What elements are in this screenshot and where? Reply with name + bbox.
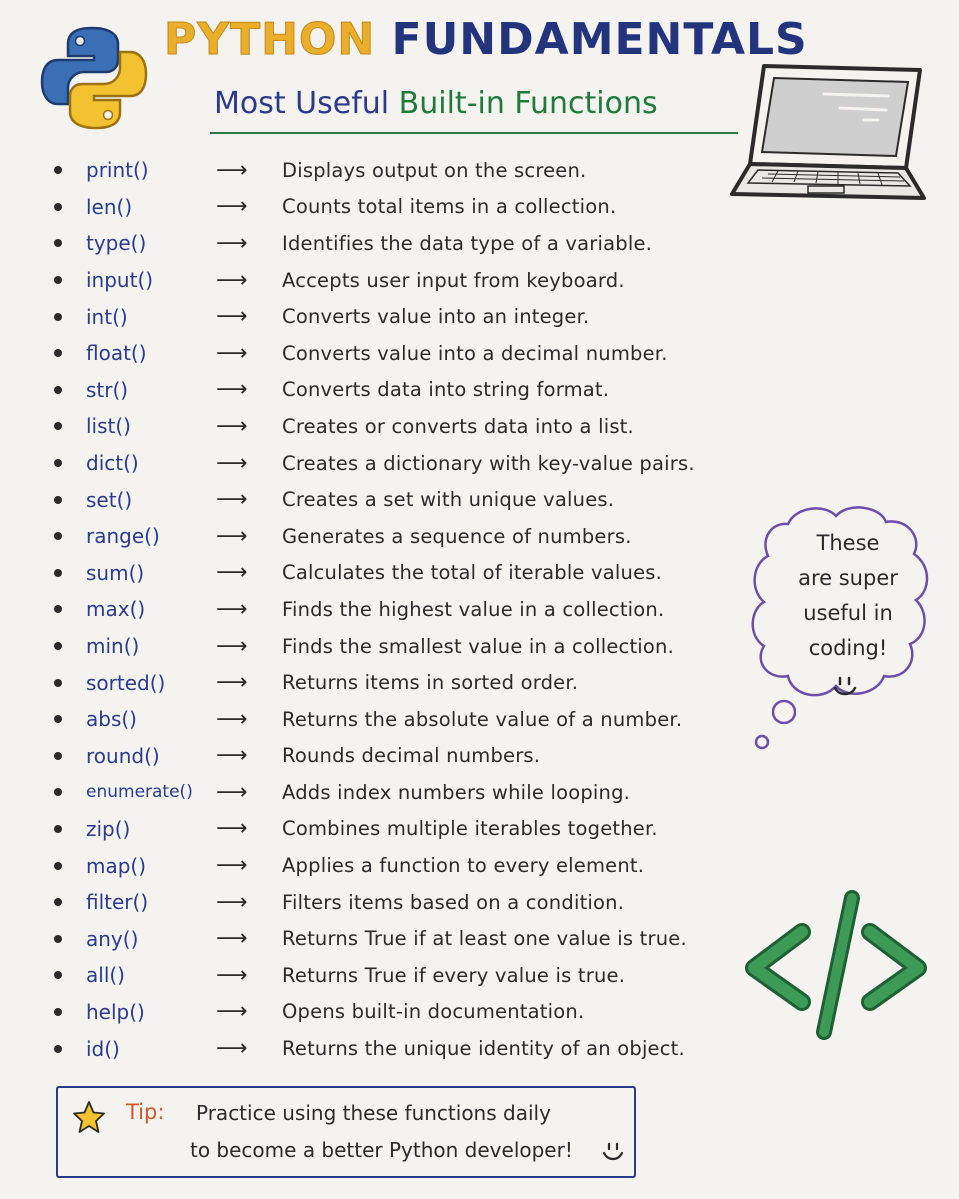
bullet-icon xyxy=(54,642,62,650)
bubble-line: are super xyxy=(798,566,898,590)
subtitle-underline xyxy=(210,132,738,134)
function-description: Creates a set with unique values. xyxy=(282,488,615,512)
function-name: list() xyxy=(86,414,131,439)
function-description: Converts data into string format. xyxy=(282,378,610,402)
function-row xyxy=(52,335,752,372)
arrow-icon: ⟶ xyxy=(216,596,248,622)
arrow-icon: ⟶ xyxy=(216,889,248,915)
function-row xyxy=(52,152,752,189)
arrow-icon: ⟶ xyxy=(216,194,248,220)
bullet-icon xyxy=(54,605,62,613)
function-row xyxy=(52,738,752,775)
function-name: map() xyxy=(86,853,147,878)
title-part-python: PYTHON xyxy=(164,14,376,65)
title-part-fundamentals: FUNDAMENTALS xyxy=(391,14,808,65)
bullet-icon xyxy=(54,715,62,723)
function-row xyxy=(52,445,752,482)
function-row xyxy=(52,920,752,957)
bullet-icon xyxy=(54,679,62,687)
function-name: enumerate() xyxy=(86,782,193,803)
bubble-line: These xyxy=(816,531,880,555)
function-name: abs() xyxy=(86,707,137,732)
arrow-icon: ⟶ xyxy=(216,560,248,586)
bullet-icon xyxy=(54,935,62,943)
function-name: filter() xyxy=(86,890,149,915)
function-name: int() xyxy=(86,304,128,329)
bubble-text xyxy=(778,526,918,666)
function-name: input() xyxy=(86,268,154,293)
function-name: all() xyxy=(86,963,125,988)
bullet-icon xyxy=(54,386,62,394)
arrow-icon: ⟶ xyxy=(216,230,248,256)
function-description: Converts value into a decimal number. xyxy=(282,341,668,365)
function-row xyxy=(52,664,752,701)
function-name: id() xyxy=(86,1036,120,1061)
bullet-icon xyxy=(54,459,62,467)
function-name: any() xyxy=(86,926,139,951)
bullet-icon xyxy=(54,166,62,174)
arrow-icon: ⟶ xyxy=(216,743,248,769)
bullet-icon xyxy=(54,203,62,211)
function-description: Returns True if every value is true. xyxy=(282,963,626,987)
function-name: min() xyxy=(86,634,140,659)
function-name: print() xyxy=(86,158,149,183)
arrow-icon: ⟶ xyxy=(216,779,248,805)
function-name: round() xyxy=(86,743,160,768)
bullet-icon xyxy=(54,1045,62,1053)
function-description: Identifies the data type of a variable. xyxy=(282,231,653,255)
function-description: Finds the smallest value in a collection. xyxy=(282,634,674,658)
function-name: zip() xyxy=(86,816,131,841)
function-list xyxy=(52,152,752,1067)
function-name: range() xyxy=(86,524,160,549)
function-description: Counts total items in a collection. xyxy=(282,195,617,219)
star-icon xyxy=(72,1100,106,1134)
arrow-icon: ⟶ xyxy=(216,670,248,696)
arrow-icon: ⟶ xyxy=(216,487,248,513)
arrow-icon: ⟶ xyxy=(216,816,248,842)
arrow-icon: ⟶ xyxy=(216,1036,248,1062)
bullet-icon xyxy=(54,1008,62,1016)
bullet-icon xyxy=(54,422,62,430)
function-row xyxy=(52,811,752,848)
function-description: Combines multiple iterables together. xyxy=(282,817,658,841)
function-description: Returns True if at least one value is true. xyxy=(282,927,687,951)
arrow-icon: ⟶ xyxy=(216,304,248,330)
arrow-icon: ⟶ xyxy=(216,999,248,1025)
bullet-icon xyxy=(54,825,62,833)
bullet-icon xyxy=(54,313,62,321)
bullet-icon xyxy=(54,239,62,247)
arrow-icon: ⟶ xyxy=(216,157,248,183)
function-description: Creates a dictionary with key-value pairs. xyxy=(282,451,695,475)
function-description: Applies a function to every element. xyxy=(282,854,645,878)
function-row xyxy=(52,372,752,409)
arrow-icon: ⟶ xyxy=(216,340,248,366)
function-description: Rounds decimal numbers. xyxy=(282,744,541,768)
arrow-icon: ⟶ xyxy=(216,267,248,293)
subtitle-part-1: Most Useful xyxy=(214,86,390,121)
function-description: Displays output on the screen. xyxy=(282,158,587,182)
arrow-icon: ⟶ xyxy=(216,962,248,988)
bullet-icon xyxy=(54,752,62,760)
bubble-line: coding! xyxy=(808,636,888,660)
function-row xyxy=(52,481,752,518)
page-title xyxy=(164,14,808,65)
function-row xyxy=(52,225,752,262)
arrow-icon: ⟶ xyxy=(216,633,248,659)
page-subtitle xyxy=(214,86,744,121)
function-name: str() xyxy=(86,377,129,402)
bullet-icon xyxy=(54,862,62,870)
function-name: sum() xyxy=(86,560,145,585)
function-name: set() xyxy=(86,487,133,512)
function-name: max() xyxy=(86,597,146,622)
tip-label: Tip: xyxy=(126,1100,165,1124)
smiley-icon xyxy=(600,1140,626,1166)
function-description: Returns items in sorted order. xyxy=(282,671,579,695)
function-description: Opens built-in documentation. xyxy=(282,1000,585,1024)
bullet-icon xyxy=(54,276,62,284)
function-description: Converts value into an integer. xyxy=(282,305,590,329)
bullet-icon xyxy=(54,971,62,979)
function-name: len() xyxy=(86,194,133,219)
bullet-icon xyxy=(54,788,62,796)
subtitle-part-2: Built-in Functions xyxy=(398,86,658,121)
code-brackets-icon xyxy=(742,890,928,1040)
arrow-icon: ⟶ xyxy=(216,413,248,439)
function-description: Returns the unique identity of an object. xyxy=(282,1037,685,1061)
function-row xyxy=(52,1030,752,1067)
function-row xyxy=(52,957,752,994)
function-name: type() xyxy=(86,231,147,256)
bullet-icon xyxy=(54,349,62,357)
function-description: Returns the absolute value of a number. xyxy=(282,707,683,731)
bullet-icon xyxy=(54,569,62,577)
arrow-icon: ⟶ xyxy=(216,450,248,476)
function-row xyxy=(52,591,752,628)
function-description: Filters items based on a condition. xyxy=(282,890,625,914)
function-row xyxy=(52,628,752,665)
tip-text-line-2: to become a better Python developer! xyxy=(190,1138,573,1162)
arrow-icon: ⟶ xyxy=(216,926,248,952)
function-name: sorted() xyxy=(86,670,166,695)
function-description: Calculates the total of iterable values. xyxy=(282,561,663,585)
function-row xyxy=(52,555,752,592)
function-name: dict() xyxy=(86,451,139,476)
python-logo-icon xyxy=(38,22,150,134)
function-row xyxy=(52,884,752,921)
laptop-icon xyxy=(728,58,928,218)
function-row xyxy=(52,518,752,555)
function-description: Accepts user input from keyboard. xyxy=(282,268,625,292)
bubble-line: useful in xyxy=(803,601,893,625)
bullet-icon xyxy=(54,496,62,504)
function-name: help() xyxy=(86,999,145,1024)
function-row xyxy=(52,189,752,226)
function-description: Creates or converts data into a list. xyxy=(282,414,634,438)
smiley-icon xyxy=(830,674,860,700)
function-row xyxy=(52,774,752,811)
function-row xyxy=(52,298,752,335)
arrow-icon: ⟶ xyxy=(216,853,248,879)
function-row xyxy=(52,847,752,884)
bullet-icon xyxy=(54,898,62,906)
function-description: Finds the highest value in a collection. xyxy=(282,597,665,621)
bullet-icon xyxy=(54,532,62,540)
tip-text-line-1: Practice using these functions daily xyxy=(196,1101,551,1125)
function-row xyxy=(52,408,752,445)
function-row xyxy=(52,262,752,299)
arrow-icon: ⟶ xyxy=(216,706,248,732)
function-description: Adds index numbers while looping. xyxy=(282,780,631,804)
arrow-icon: ⟶ xyxy=(216,377,248,403)
function-name: float() xyxy=(86,341,147,366)
function-row xyxy=(52,994,752,1031)
arrow-icon: ⟶ xyxy=(216,523,248,549)
function-row xyxy=(52,701,752,738)
function-description: Generates a sequence of numbers. xyxy=(282,524,632,548)
